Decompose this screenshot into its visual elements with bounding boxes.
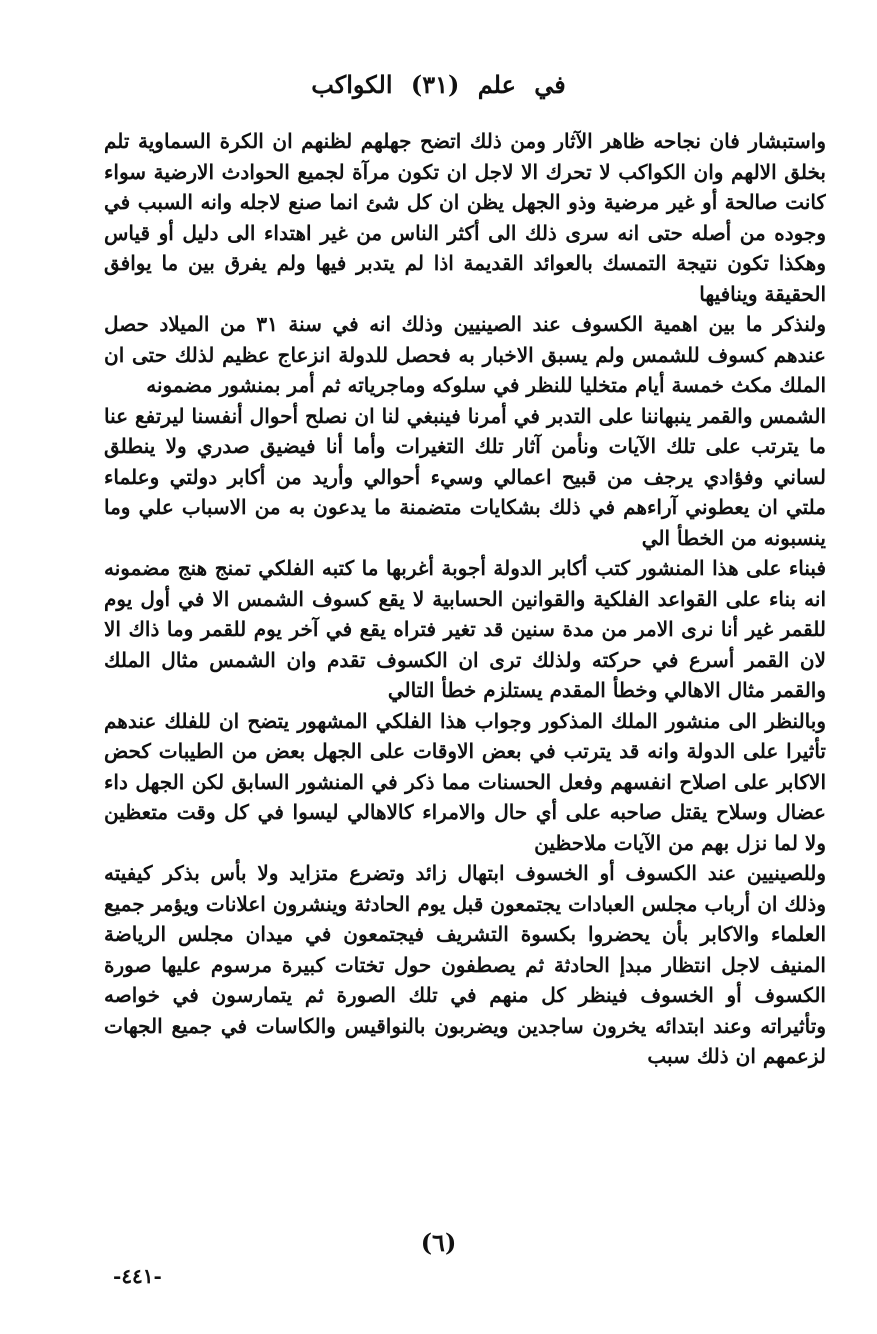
paragraph: ولنذكر ما بين اهمية الكسوف عند الصينيين وذلك انه في سنة ٣١ من الميلاد حصل عندهم كسوف للشمس ولم يسبق الاخبار به فحصل للدولة انزعاج عظيم لذلك حتى ان الملك مكث خمسة أيام متخليا للنظر في سلوكه وماجرياته ثم أمر بمنشور مضمونه (104, 312, 826, 397)
paragraph: واستبشار فان نجاحه ظاهر الآثار ومن ذلك اتضح جهلهم لظنهم ان الكرة السماوية تلم بخلق الالهم وان الكواكب لا تحرك الا لاجل ان تكون مرآة لجميع الحوادث الارضية سواء كانت صالحة أو غير مرضية وذو الجهل يظن ان كل شئ انما صنع لاجله وانه السبب في وجوده من أصله حتى انه سرى ذلك الى أكثر الناس من غير اهتداء الى دليل أو قياس وهكذا تكون نتيجة التمسك بالعوائد القديمة اذا لم يتدبر فيها ولم يفرق بين ما يوافق الحقيقة وينافيها (104, 129, 826, 306)
paragraph: الشمس والقمر ينبهاننا على التدبر في أمرنا فينبغي لنا ان نصلح أحوال أنفسنا ليرتفع عنا ما يترتب على تلك الآيات ونأمن آثار تلك التغيرات وأما أنا فيضيق صدري ولا ينطلق لساني وفؤادي يرجف من قبيح اعمالي وسيء أحوالي وأريد من أكابر دولتي وعلماء ملتي ان يعطوني آراءهم في ذلك بشكايات متضمنة ما يدعون به من الاسباب علي وما ينسبونه من الخطأ الي (104, 403, 826, 550)
body-text (104, 126, 826, 1226)
paragraph: وبالنظر الى منشور الملك المذكور وجواب هذا الفلكي المشهور يتضح ان للفلك عندهم تأثيرا على الدولة وانه قد يترتب في بعض الاوقات على الجهل بعض من الطيبات كحض الاكابر على اصلاح انفسهم وفعل الحسنات مما ذكر في المنشور السابق لكن الجهل داء عضال وسلاح يقتل صاحبه على أي حال والامراء كالاهالي ليسوا في كل وقت متعظين ولا لما نزل بهم من الآيات ملاحظين (104, 708, 826, 855)
page-number: (٦) (420, 1228, 457, 1257)
folio-number: -٤٤١- (113, 1264, 162, 1288)
running-head: في علم (٣١) الكواكب (311, 70, 566, 99)
paragraph: فبناء على هذا المنشور كتب أكابر الدولة أجوبة أغربها ما كتبه الفلكي تمنج هنج مضمونه انه بناء على القواعد الفلكية والقوانين الحسابية لا يقع كسوف الشمس الا في أول يوم للقمر غير أنا نرى الامر من مدة سنين قد تغير فتراه يقع في آخر يوم للقمر وما ذاك الا لان القمر أسرع في حركته ولذلك ترى ان الكسوف تقدم وان الشمس مثال الملك والقمر مثال الاهالي وخطأ المقدم يستلزم خطأ التالي (104, 556, 826, 702)
paragraph: وللصينيين عند الكسوف أو الخسوف ابتهال زائد وتضرع متزايد ولا بأس بذكر كيفيته وذلك ان أرباب مجلس العبادات يجتمعون قبل يوم الحادثة وينشرون اعلانات ويؤمر جميع العلماء والاكابر بأن يحضروا بكسوة التشريف فيجتمعون في ميدان مجلس الرياضة المنيف لاجل انتظار مبدإ الحادثة ثم يصطفون حول تختات كبيرة مرسوم عليها صورة الكسوف أو الخسوف فينظر كل منهم في تلك الصورة ثم يتمارسون في خواصه وتأثيراته وعند ابتدائه يخرون ساجدين ويضربون بالنواقيس والكاسات في جميع الجهات لزعمهم ان ذلك سبب (104, 861, 826, 1068)
